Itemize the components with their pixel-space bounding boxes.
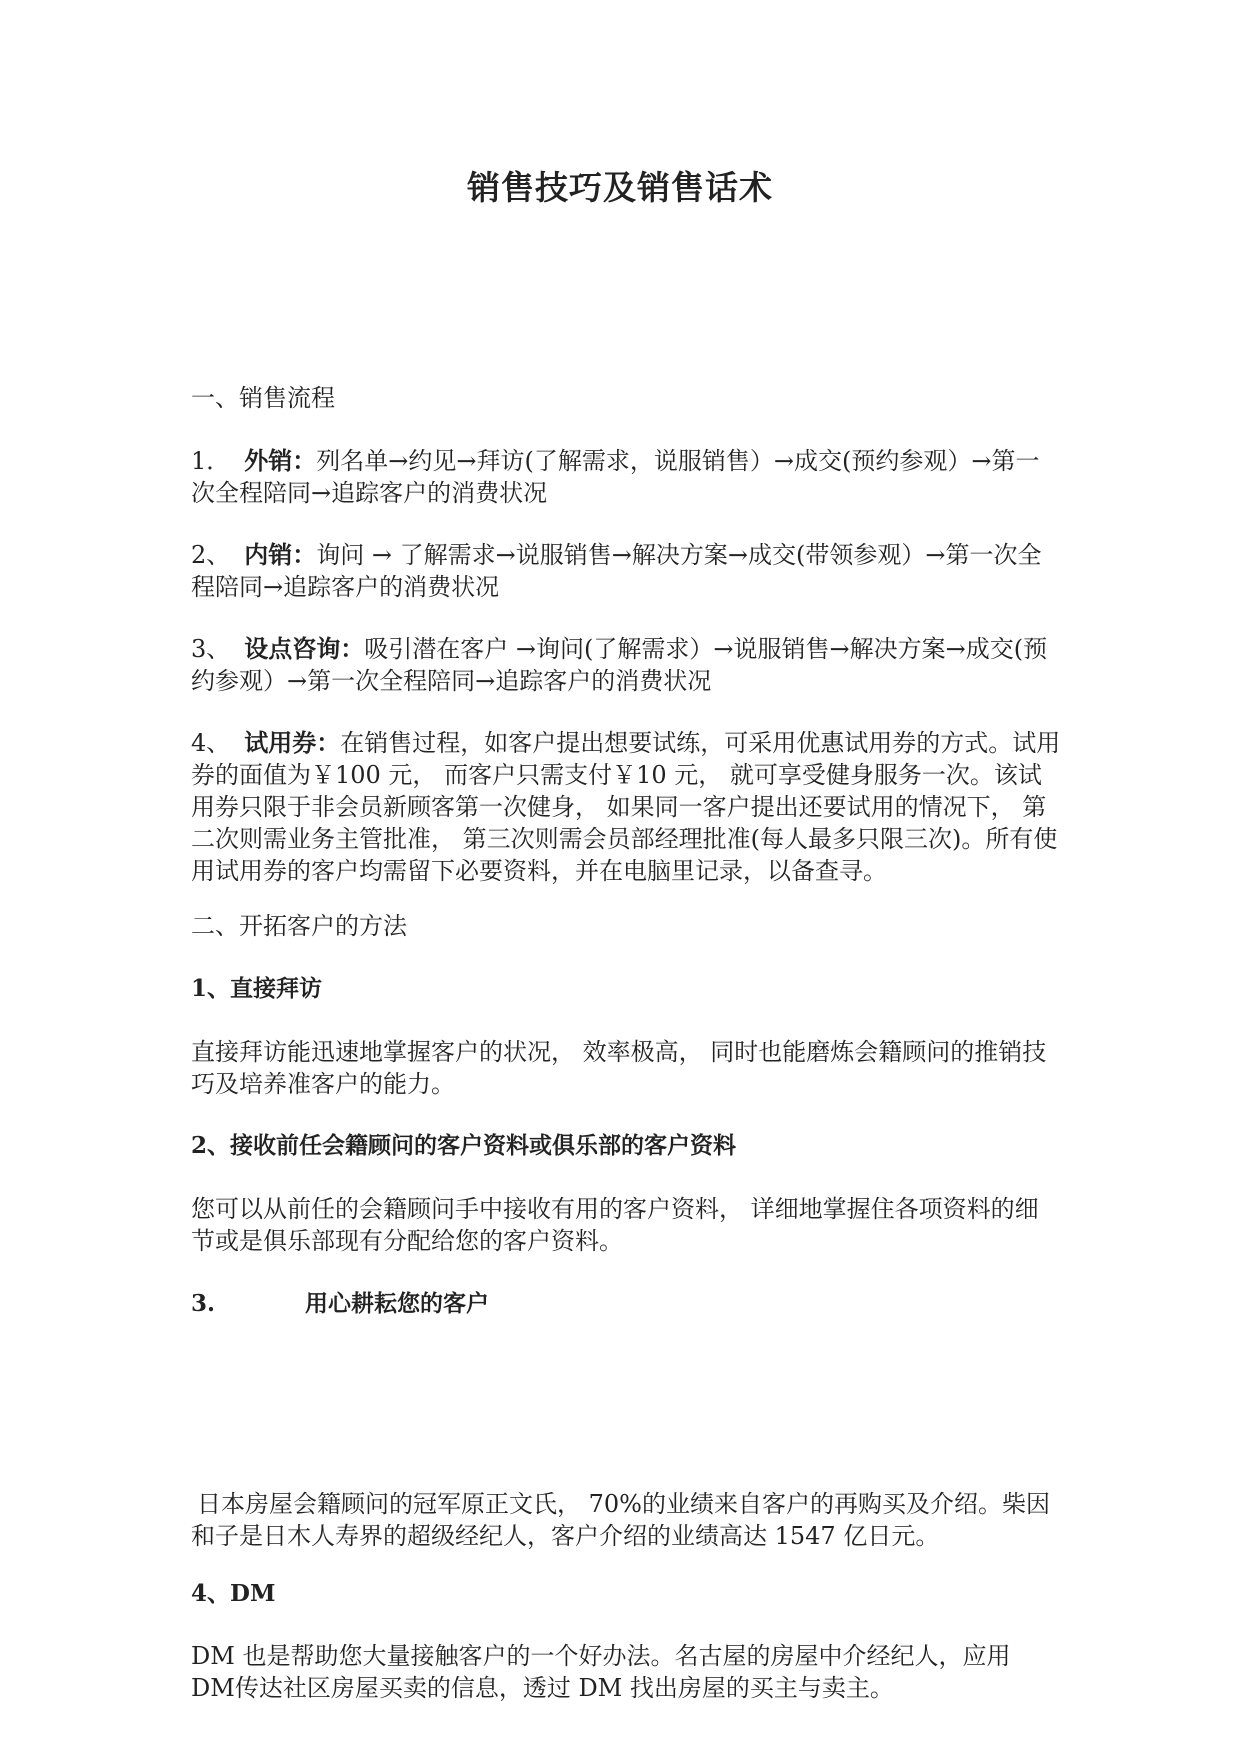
item-label: 外销 [244, 446, 293, 475]
paragraph-receive-client-data: 您可以从前任的会籍顾问手中接收有用的客户资料， 详细地掌握住各项资料的细节或是俱乐部现有分配给您的客户资料。 [191, 1195, 1039, 1255]
item-text: 列名单→约见→拜访(了解需求，说服销售）→成交(预约参观）→第一次全程陪同→追踪客户的消费状况 [191, 447, 1040, 507]
list-item-trial-voucher [191, 727, 1061, 887]
item-number: 3、 [191, 635, 231, 663]
item-separator: ： [292, 540, 317, 569]
paragraph-direct-visit: 直接拜访能迅速地掌握客户的状况， 效率极高， 同时也能磨炼会籍顾问的推销技巧及培养准客户的能力。 [191, 1038, 1047, 1098]
item-label: 设点咨询 [244, 634, 341, 663]
item-number: 4、 [191, 729, 231, 757]
subheading-text: 用心耕耘您的客户 [305, 1290, 490, 1317]
section-heading-sales-process: 一、销售流程 [191, 384, 335, 412]
subheading-direct-visit: 1、直接拜访 [191, 975, 323, 1002]
subheading-number: 3. [191, 1290, 216, 1317]
paragraph-dm: DM 也是帮助您大量接触客户的一个好办法。名古屋的房屋中介经纪人，应用 DM传达社区房屋买卖的信息，透过 DM 找出房屋的买主与卖主。 [191, 1642, 1011, 1702]
document-title: 销售技巧及销售话术 [467, 168, 773, 207]
item-label: 试用券 [244, 728, 317, 757]
item-text: 在销售过程，如客户提出想要试练，可采用优惠试用券的方式。试用券的面值为￥100 元， 而客户只需支付￥10 元， 就可享受健身服务一次。该试用券只限于非会员新顾客第一次健身， 如果同一客户提出还要试用的情况下， 第二次则需业务主管批准， 第三次则需会员部经理批准(每人最多只限三次)。所有使用试用券的客户均需留下必要资料，并在电脑里记录，以备查寻。 [191, 729, 1061, 885]
subheading-dm: 4、DM [191, 1580, 276, 1607]
item-number: 2、 [191, 541, 231, 569]
list-item-inbound-sales [191, 539, 1061, 603]
item-separator: ： [340, 634, 365, 663]
item-separator: ： [316, 728, 341, 757]
item-text: 询问 → 了解需求→说服销售→解决方案→成交(带领参观）→第一次全程陪同→追踪客户的消费状况 [191, 541, 1042, 601]
list-item-outbound-sales [191, 445, 1061, 509]
list-item-booth-consulting [191, 633, 1061, 697]
item-text: 吸引潜在客户 →询问(了解需求）→说服销售→解决方案→成交(预约参观）→第一次全程陪同→追踪客户的消费状况 [191, 635, 1048, 695]
item-number: 1． [191, 447, 231, 475]
item-separator: ： [292, 446, 317, 475]
section-heading-prospecting: 二、开拓客户的方法 [191, 912, 407, 940]
subheading-receive-client-data: 2、接收前任会籍顾问的客户资料或俱乐部的客户资料 [191, 1132, 737, 1159]
paragraph-cultivate-clients: 日本房屋会籍顾问的冠军原正文氏， 70%的业绩来自客户的再购买及介绍。柴因和子是日木人寿界的超级经纪人，客户介绍的业绩高达 1547 亿日元。 [191, 1490, 1050, 1550]
item-label: 内销 [244, 540, 293, 569]
subheading-cultivate-clients [191, 1288, 1061, 1320]
